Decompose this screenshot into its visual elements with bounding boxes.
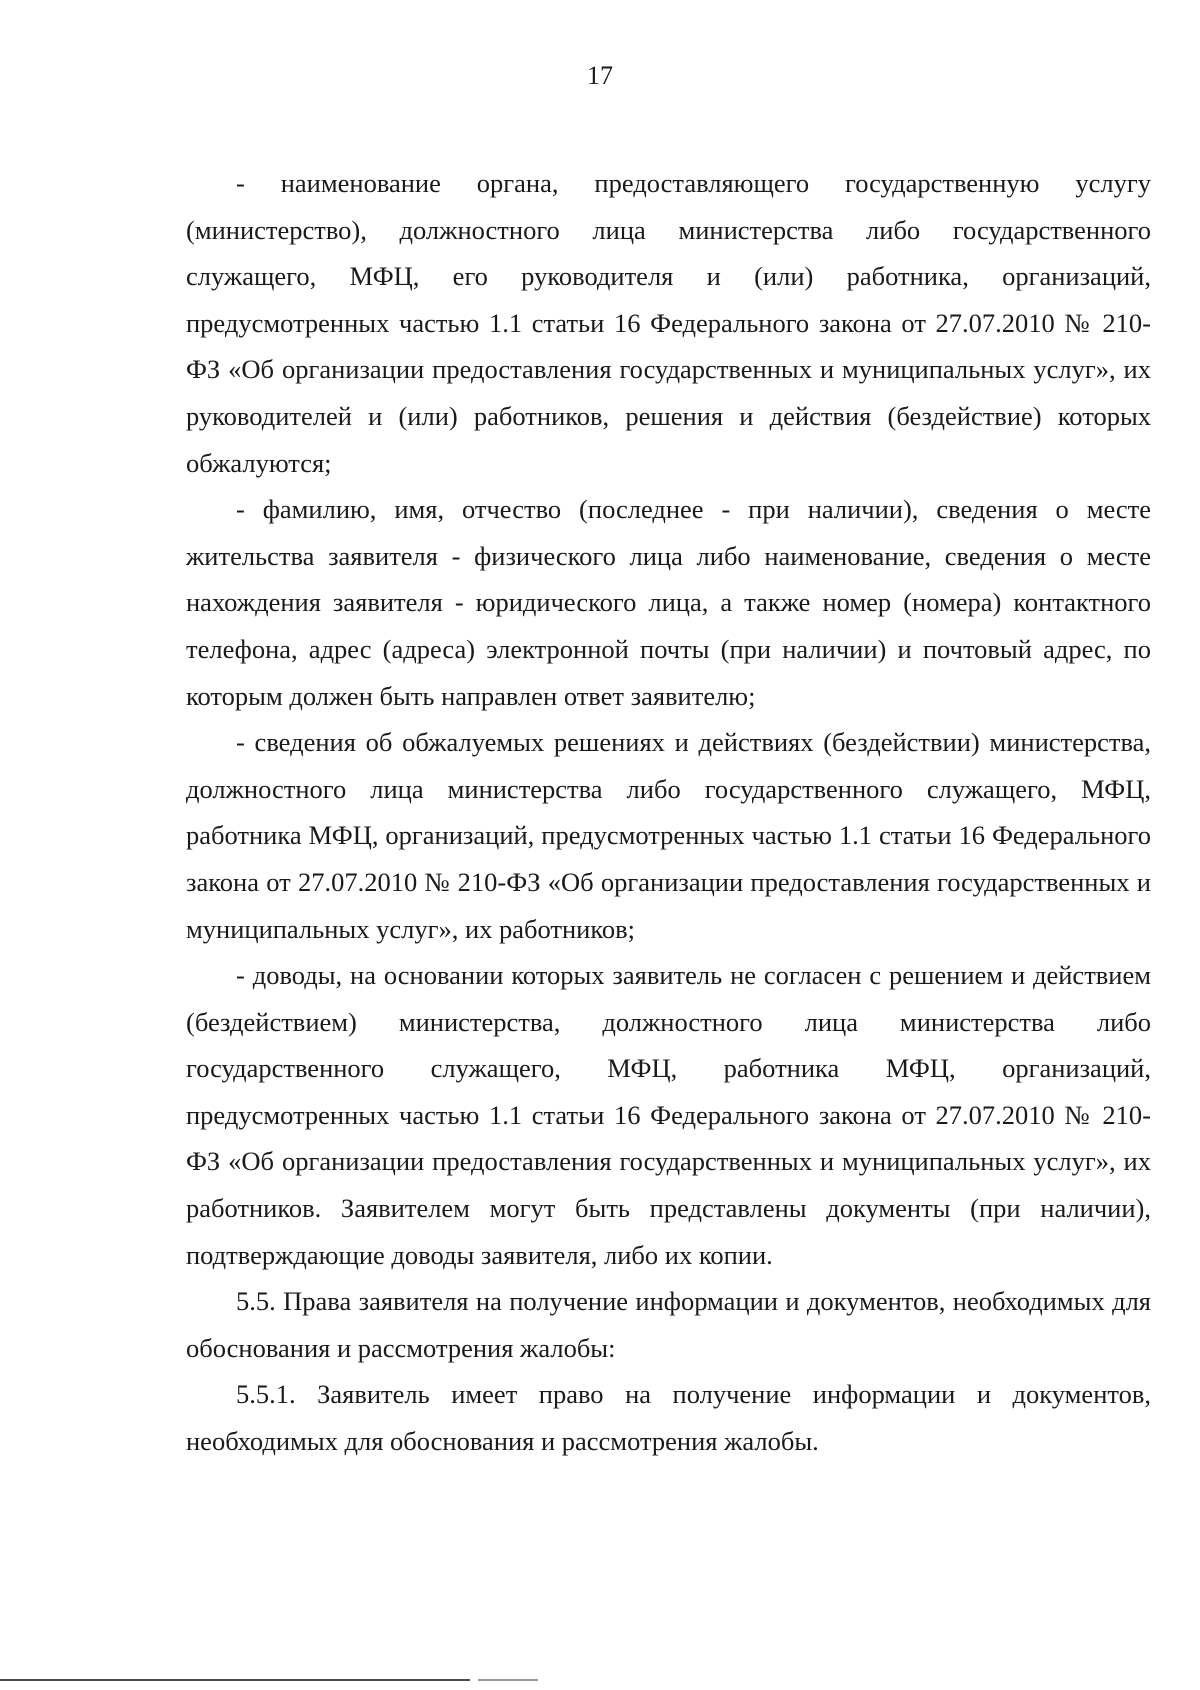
paragraph-section-5-5: 5.5. Права заявителя на получение информации и документов, необходимых для обоснования и рассмотрения жалобы: bbox=[186, 1286, 1151, 1363]
document-body bbox=[186, 160, 1151, 1465]
paragraph-arguments: - доводы, на основании которых заявитель не согласен с решением и действием (бездействием) министерства, должностного лица министерства либо государственного служащего, МФЦ, работника МФЦ, организаций, предусмотренных частью 1.1 статьи 16 Федерального закона от 27.07.2010 № 210-ФЗ «Об организации предоставления государственных и муниципальных услуг», их работников. Заявителем могут быть представлены документы (при наличии), подтверждающие доводы заявителя, либо их копии. bbox=[186, 960, 1151, 1270]
bottom-scan-rule-fragment bbox=[478, 1679, 538, 1681]
page-number: 17 bbox=[587, 61, 613, 90]
paragraph-appealed-decisions: - сведения об обжалуемых решениях и действиях (бездействии) министерства, должностного лица министерства либо государственного служащего, МФЦ, работника МФЦ, организаций, предусмотренных частью 1.1 статьи 16 Федерального закона от 27.07.2010 № 210-ФЗ «Об организации предоставления государственных и муниципальных услуг», их работников; bbox=[186, 727, 1151, 944]
paragraph-section-5-5-1: 5.5.1. Заявитель имеет право на получение информации и документов, необходимых для обоснования и рассмотрения жалобы. bbox=[186, 1379, 1151, 1457]
paragraph-appeal-body-name: - наименование органа, предоставляющего государственную услугу (министерство), должностного лица министерства либо государственного служащего, МФЦ, его руководителя и (или) работника, организаций, предусмотренных частью 1.1 статьи 16 Федерального закона от 27.07.2010 № 210-ФЗ «Об организации предоставления государственных и муниципальных услуг», их руководителей и (или) работников, решения и действия (бездействие) которых обжалуются; bbox=[186, 168, 1151, 478]
bottom-scan-rule bbox=[0, 1679, 470, 1681]
paragraph-applicant-details: - фамилию, имя, отчество (последнее - при наличии), сведения о месте жительства заявителя - физического лица либо наименование, сведения о месте нахождения заявителя - юридического лица, а также номер (номера) контактного телефона, адрес (адреса) электронной почты (при наличии) и почтовый адрес, по которым должен быть направлен ответ заявителю; bbox=[186, 494, 1151, 711]
